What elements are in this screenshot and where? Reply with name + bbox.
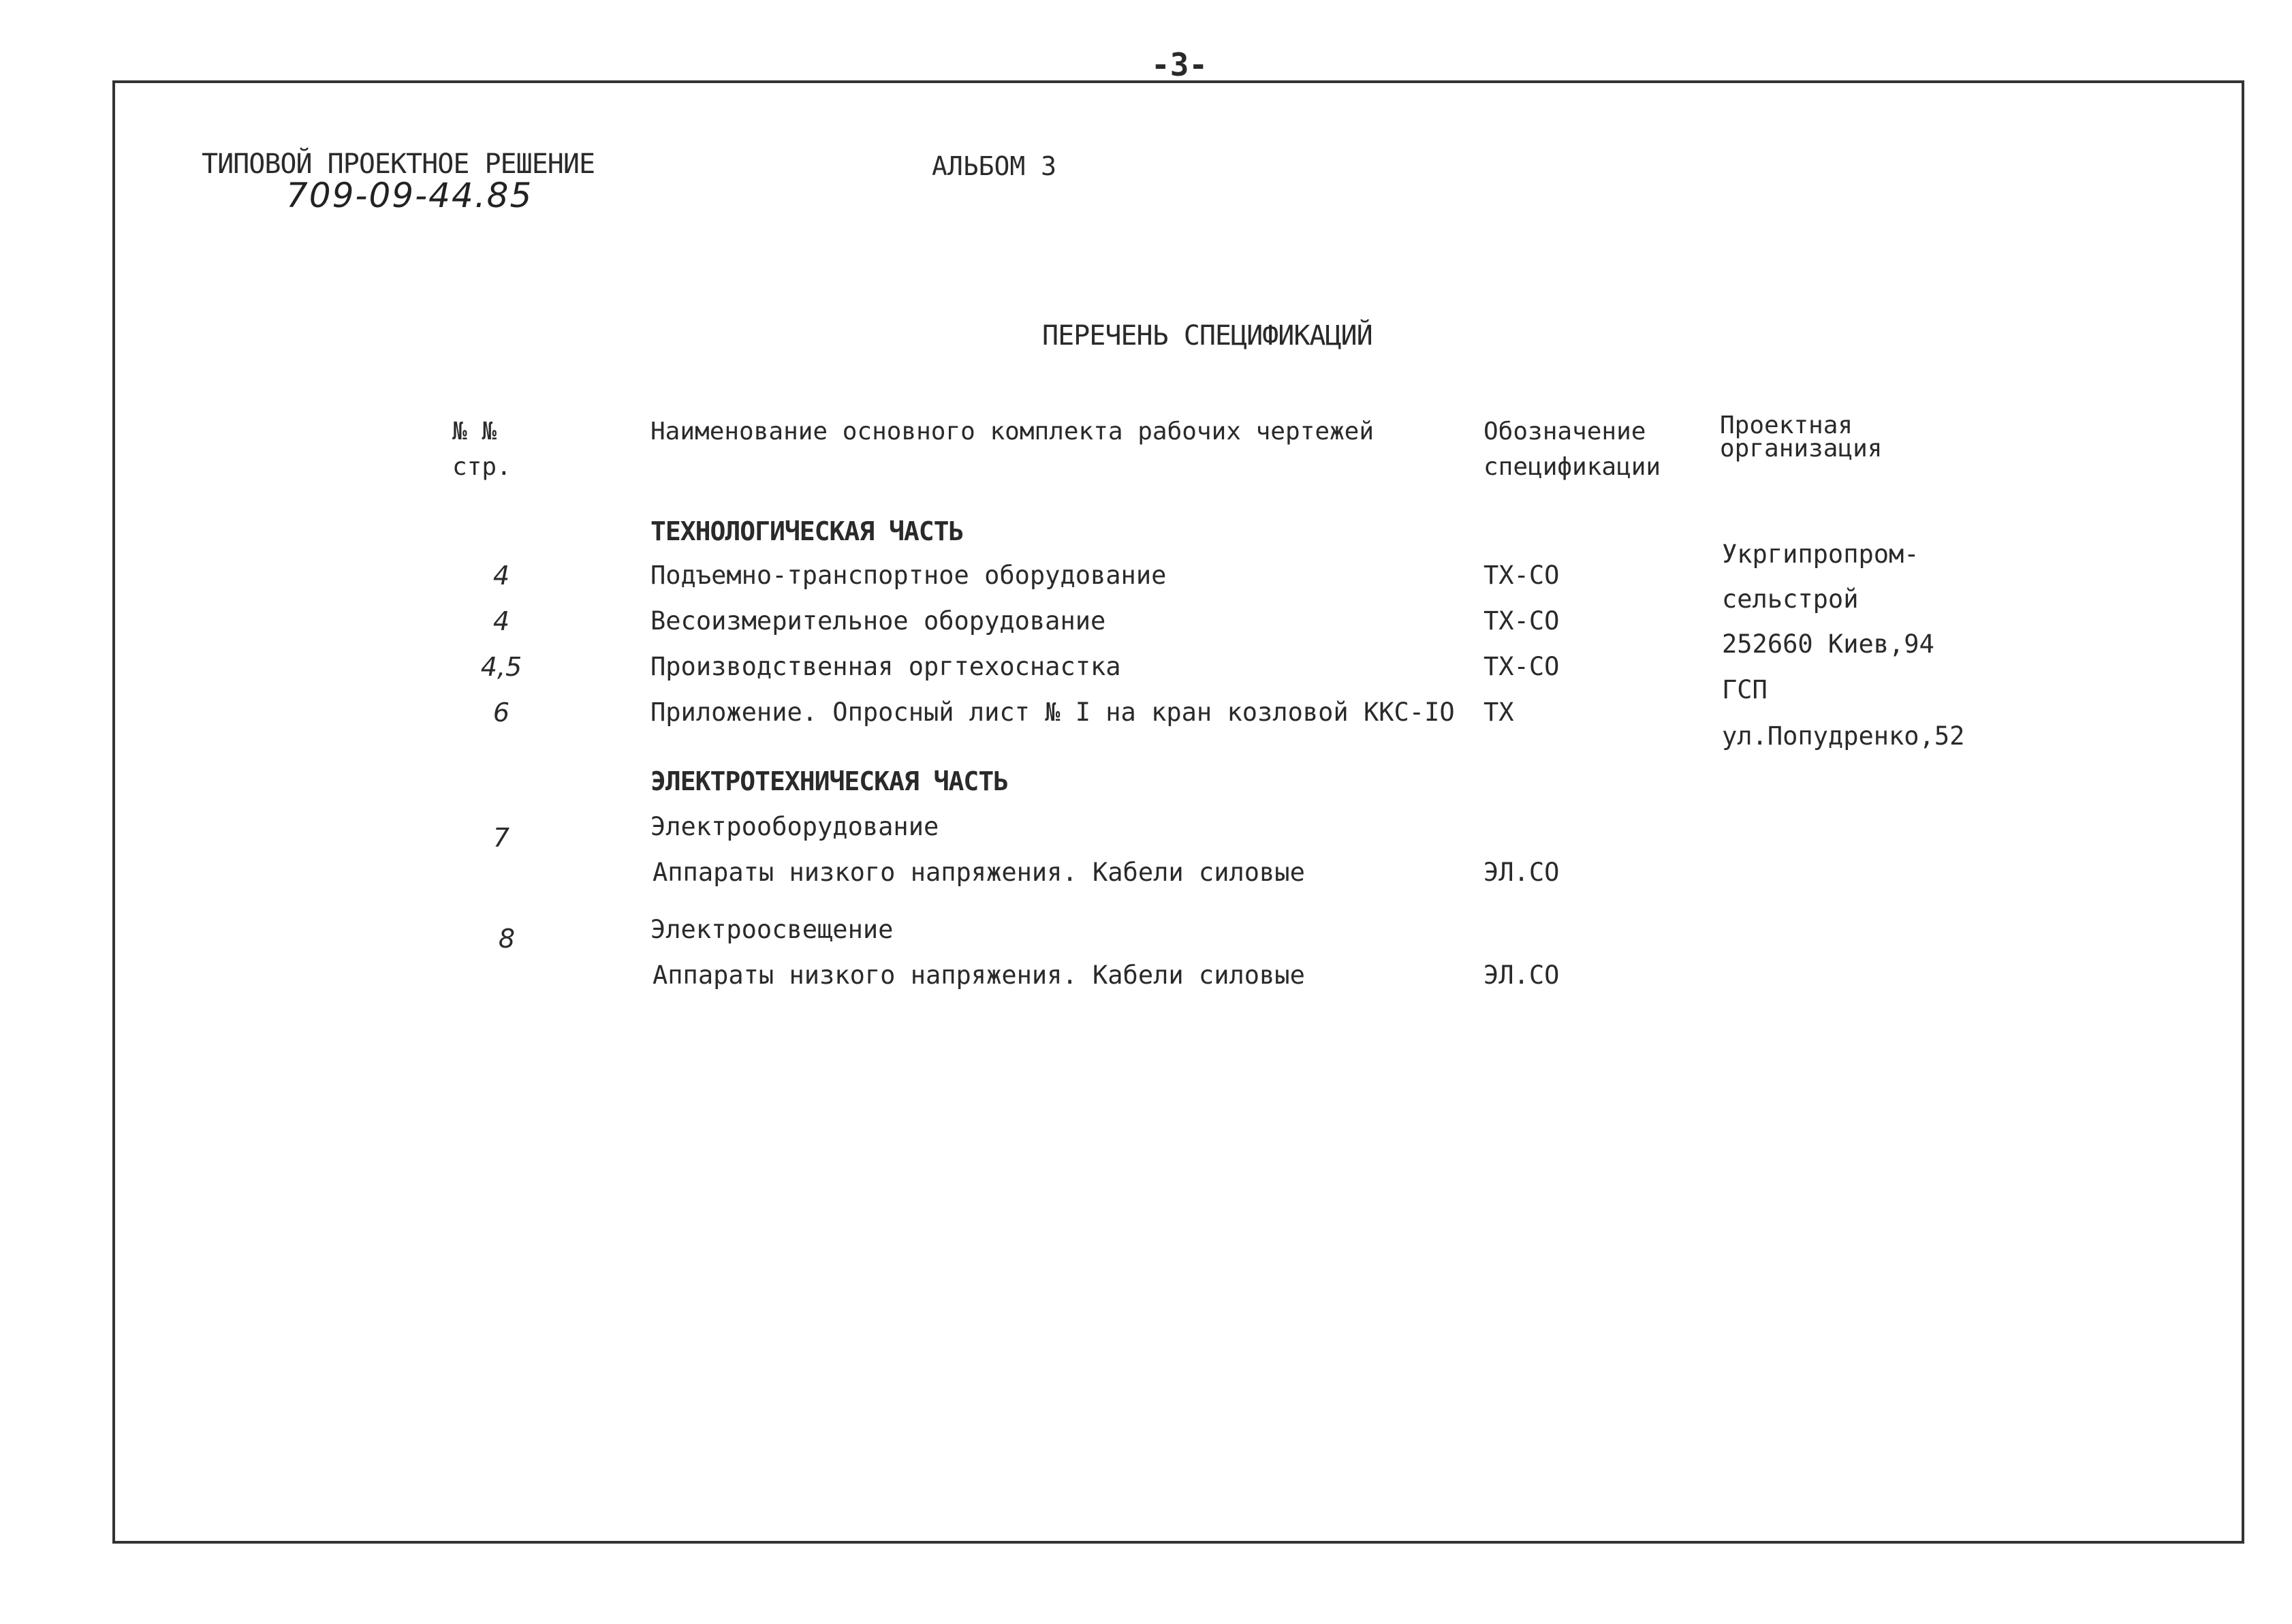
column-header-designation: Обозначение спецификации: [1483, 418, 1661, 481]
album-label: АЛЬБОМ 3: [932, 151, 1057, 181]
typical-solution-label: ТИПОВОЙ ПРОЕКТНОЕ РЕШЕНИЕ: [202, 149, 595, 180]
document-number: 709-09-44.85: [286, 176, 533, 215]
organization-line: Укргипропром-: [1722, 540, 1919, 569]
row-name: Производственная оргтехоснастка: [650, 652, 1121, 681]
row-designation: ТХ-СО: [1483, 652, 1560, 681]
column-header-page-no: № № стр.: [452, 418, 512, 481]
row-name: Аппараты низкого напряжения. Кабели силовые: [653, 858, 1305, 887]
row-page: 4: [492, 561, 510, 591]
row-name: Весоизмерительное оборудование: [650, 606, 1106, 636]
section-title: ТЕХНОЛОГИЧЕСКАЯ ЧАСТЬ: [650, 516, 964, 546]
row-page: 8: [498, 924, 516, 954]
row-designation: ТХ: [1483, 698, 1514, 727]
row-name: Приложение. Опросный лист № I на кран козловой ККС-IO: [650, 698, 1455, 727]
organization-line: ул.Попудренко,52: [1722, 721, 1965, 751]
column-header-name: Наименование основного комплекта рабочих чертежей: [650, 418, 1375, 446]
row-name: Аппараты низкого напряжения. Кабели силовые: [653, 961, 1305, 990]
row-designation: ТХ-СО: [1483, 561, 1560, 590]
row-page: 6: [492, 698, 510, 728]
row-page: 4,5: [480, 652, 522, 682]
row-name: Электроосвещение: [650, 915, 894, 944]
row-page: 7: [492, 823, 510, 853]
row-name: Подъемно-транспортное оборудование: [650, 561, 1167, 590]
page-number: -3-: [1151, 46, 1208, 83]
row-designation: ЭЛ.СО: [1483, 858, 1560, 887]
organization-line: ГСП: [1722, 675, 1768, 704]
row-designation: ЭЛ.СО: [1483, 961, 1560, 990]
page-frame: [112, 80, 2244, 1544]
page-title: ПЕРЕЧЕНЬ СПЕЦИФИКАЦИЙ: [1042, 320, 1372, 352]
organization-line: 252660 Киев,94: [1722, 629, 1934, 659]
row-page: 4: [492, 606, 510, 636]
row-designation: ТХ-СО: [1483, 606, 1560, 636]
organization-line: сельстрой: [1722, 584, 1859, 614]
section-title: ЭЛЕКТРОТЕХНИЧЕСКАЯ ЧАСТЬ: [650, 766, 1009, 796]
row-name: Электрооборудование: [650, 812, 939, 841]
column-header-organization: Проектная организация: [1720, 411, 1883, 463]
